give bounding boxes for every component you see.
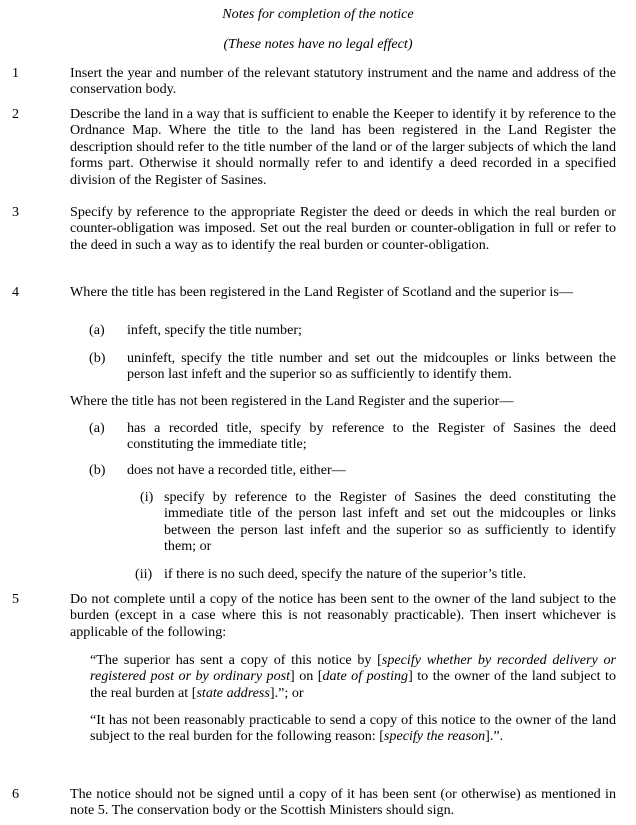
sub-sub-item-label: (i) (140, 489, 154, 505)
sub-item-label: (a) (89, 322, 105, 338)
form-wording-option: “It has not been reasonably practicable to send a copy of this notice to the owner of the land subject to the real burden for the following reason: [specify the reason].”. (90, 712, 616, 745)
notes-heading: Notes for completion of the notice (222, 6, 414, 22)
sub-sub-item-label: (ii) (135, 566, 153, 582)
sub-item-label: (b) (89, 350, 106, 366)
sub-item-label: (a) (89, 420, 105, 436)
form-wording-option: “The superior has sent a copy of this notice by [specify whether by recorded delivery or registered post or by ordinary post] on [date of posting] to the owner of the land subject to the real burden at [state address].”; or (90, 652, 617, 701)
note-text: Describe the land in a way that is sufficient to enable the Keeper to identify it by reference to the Ordnance Map. Where the title to the land has been registered in the Land Register the description should refer to the title number of the land or of the larger subjects of which the land forms part. Otherwise it should normally refer to and identify a deed recorded in a specified division of the Register of Sasines. (70, 106, 616, 188)
sub-sub-item-text: if there is no such deed, specify the nature of the superior’s title. (164, 566, 527, 582)
sub-sub-item-text: specify by reference to the Register of Sasines the deed constituting the immediate title of the person last infeft and set out the midcouples or links between the person last infeft and the superior so as sufficiently to identify them; or (164, 489, 616, 555)
note-text: Specify by reference to the appropriate Register the deed or deeds in which the real burden or counter-obligation was imposed. Set out the real burden or counter-obligation in full or refer to the deed in such a way as to identify the real burden or counter-obligation. (70, 204, 616, 253)
note-paragraph: Where the title has not been registered in the Land Register and the superior— (70, 393, 514, 409)
note-number: 4 (12, 284, 20, 300)
sub-item-text: does not have a recorded title, either— (127, 462, 346, 478)
note-number: 3 (12, 204, 20, 220)
note-text: Do not complete until a copy of the notice has been sent to the owner of the land subject to the burden (except in a case where this is not reasonably practicable). Then insert whichever is applicable of the following: (70, 591, 616, 640)
note-number: 5 (12, 591, 20, 607)
sub-item-text: uninfeft, specify the title number and set out the midcouples or links between the person last infeft and the superior so as sufficiently to identify them. (127, 350, 616, 383)
note-text: The notice should not be signed until a copy of it has been sent (or otherwise) as mentioned in note 5. The conservation body or the Scottish Ministers should sign. (70, 786, 616, 819)
note-number: 6 (12, 786, 20, 802)
sub-item-text: infeft, specify the title number; (127, 322, 302, 338)
note-number: 1 (12, 65, 20, 81)
note-text: Insert the year and number of the relevant statutory instrument and the name and address of the conservation body. (70, 65, 616, 98)
sub-item-text: has a recorded title, specify by reference to the Register of Sasines the deed constituting the immediate title; (127, 420, 616, 453)
note-number: 2 (12, 106, 20, 122)
note-text: Where the title has been registered in the Land Register of Scotland and the superior is— (70, 284, 573, 300)
notes-subheading: (These notes have no legal effect) (223, 36, 413, 52)
sub-item-label: (b) (89, 462, 106, 478)
